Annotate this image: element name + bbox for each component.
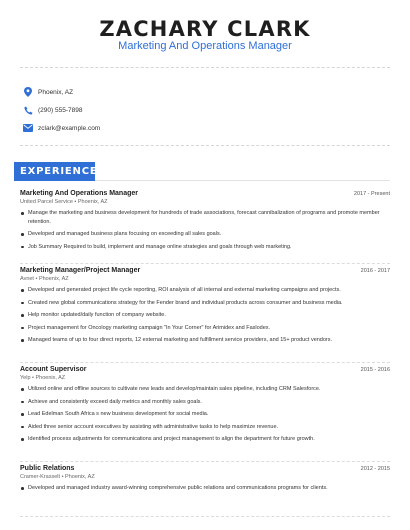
bullet-item: Aided three senior account executives by assisting with administrative tasks to help maximize revenue. [20, 423, 390, 432]
job-date: 2012 - 2015 [360, 466, 390, 472]
job-company: Cramer-Krasselt [20, 474, 61, 480]
contact-email [22, 119, 100, 137]
job-entry [20, 465, 390, 497]
job-divider [20, 263, 390, 264]
job-entry [20, 366, 390, 448]
job-location: Phoenix, AZ [38, 276, 69, 282]
job-title: Marketing And Operations Manager [20, 190, 138, 197]
candidate-title: Marketing And Operations Manager [118, 40, 292, 52]
job-bullets [20, 286, 390, 345]
contact-location [22, 83, 100, 101]
bullet-item: Job Summary Required to build, implement and manage online strategies and goals through web marketing. [20, 243, 390, 252]
contact-divider [20, 145, 390, 146]
job-company-line: Yelp • Phoenix, AZ [20, 375, 66, 381]
bullet-item: Help monitor updated/daily function of company website. [20, 311, 390, 320]
job-divider [20, 461, 390, 462]
contact-block [22, 83, 100, 137]
section-underline [95, 180, 390, 181]
bullet-item: Project management for Oncology marketing campaign "In Your Corner" for Arimidex and Faslodex. [20, 324, 390, 333]
contact-phone [22, 101, 100, 119]
bullet-item: Managed teams of up to four direct reports, 12 external marketing and fulfillment service providers, and 15+ product vendors. [20, 336, 390, 345]
job-entry [20, 267, 390, 349]
candidate-name: ZACHARY CLARK [99, 17, 311, 41]
job-date: 2015 - 2016 [360, 367, 390, 373]
job-date: 2017 - Present [353, 191, 390, 197]
job-company-line: United Parcel Service • Phoenix, AZ [20, 199, 108, 205]
job-company: Avnet [20, 276, 34, 282]
map-pin-icon [22, 86, 34, 98]
bullet-item: Identified process adjustments for communications and project management to align the department for future growth. [20, 435, 390, 444]
email-text[interactable]: zclark@example.com [38, 124, 101, 132]
job-company-line: Cramer-Krasselt • Phoenix, AZ [20, 474, 95, 480]
phone-text: (290) 555-7898 [38, 106, 83, 114]
job-divider [20, 516, 390, 517]
bullet-item: Achieve and consistently exceed daily metrics and monthly sales goals. [20, 398, 390, 407]
bullet-item: Utilized online and offline sources to cultivate new leads and develop/maintain sales pipeline, including CRM Salesforce. [20, 385, 390, 394]
job-title: Public Relations [20, 465, 75, 472]
job-bullets [20, 385, 390, 444]
job-bullets [20, 209, 390, 251]
phone-icon [22, 104, 34, 116]
job-bullets [20, 484, 390, 493]
job-company: Yelp [20, 375, 31, 381]
job-company-line: Avnet • Phoenix, AZ [20, 276, 69, 282]
bullet-item: Developed and managed industry award-winning comprehensive public relations and communications programs for clients. [20, 484, 390, 493]
job-location: Phoenix, AZ [65, 474, 95, 480]
job-entry [20, 190, 390, 255]
job-date: 2016 - 2017 [360, 268, 390, 274]
envelope-icon [22, 122, 34, 134]
bullet-item: Manage the marketing and business development for hundreds of trade associations, forecast cannibalization of programs and promote member retention. [20, 209, 390, 226]
bullet-item: Developed and managed business plans focusing on exceeding all sales goals. [20, 230, 390, 239]
job-company: United Parcel Service [20, 199, 73, 205]
job-divider [20, 362, 390, 363]
job-location: Phoenix, AZ [35, 375, 66, 381]
location-text: Phoenix, AZ [38, 88, 74, 96]
job-location: Phoenix, AZ [77, 199, 108, 205]
header-divider [20, 67, 390, 68]
bullet-item: Created new global communications strategy for the Fender brand and individual products across consumer and business media. [20, 299, 390, 308]
bullet-item: Lead Edelman South Africa s new business development for social media. [20, 410, 390, 419]
section-heading-experience: EXPERIENCE [14, 162, 95, 181]
bullet-item: Developed and generated project life cycle reporting, ROI analysis of all internal and external marketing campaigns and projects. [20, 286, 390, 295]
job-title: Marketing Manager/Project Manager [20, 267, 141, 274]
job-title: Account Supervisor [20, 366, 87, 373]
